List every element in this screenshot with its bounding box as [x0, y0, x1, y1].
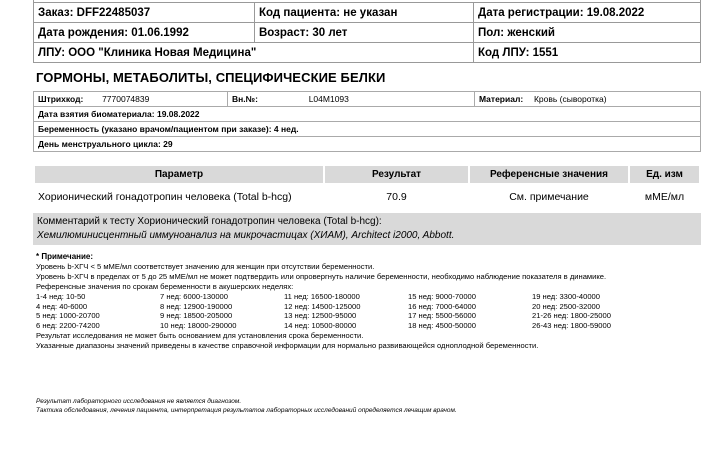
ref-range: 21-26 нед: 1800-25000: [532, 311, 611, 321]
ref-range: 17 нед: 5500-56000: [408, 311, 476, 321]
pregnancy-term: Беременность (указано врачом/пациентом при заказе): 4 нед.: [34, 122, 701, 137]
test-comment: [33, 213, 701, 245]
vn-value: L04M1093: [308, 94, 349, 104]
sample-info-table: [33, 91, 701, 152]
ref-range: 10 нед: 18000-290000: [160, 321, 237, 331]
ref-range: 9 нед: 18500-205000: [160, 311, 233, 321]
disclaimer-line: Тактика обследования, лечения пациента, интерпретация результатов лабораторных исследований определяется лечащим врачом.: [36, 407, 457, 414]
order-number: Заказ: DFF22485037: [34, 3, 255, 23]
clinic-name: ЛПУ: ООО "Клиника Новая Медицина": [34, 43, 474, 63]
result-value: 70.9: [386, 191, 407, 203]
ref-range: 20 нед: 2500-32000: [532, 301, 600, 311]
comment-title: Комментарий к тесту Хорионический гонадотропин человека (Total b-hcg):: [37, 216, 382, 227]
ref-range: 11 нед: 16500-180000: [284, 291, 360, 301]
result-parameter: Хорионический гонадотропин человека (Total b-hcg): [38, 191, 292, 203]
reference-ranges-grid: [36, 292, 706, 332]
section-title: ГОРМОНЫ, МЕТАБОЛИТЫ, СПЕЦИФИЧЕСКИЕ БЕЛКИ: [36, 70, 386, 85]
comment-text: Хемилюминисцентный иммуноанализ на микрочастицах (ХИАМ), Architect i2000, Abbott.: [37, 230, 455, 241]
barcode-value: 7770074839: [102, 94, 150, 104]
ref-range: 1-4 нед: 10-50: [36, 291, 86, 301]
barcode-label: Штрихкод:: [38, 94, 84, 104]
ref-range: 19 нед: 3300-40000: [532, 291, 600, 301]
ref-range: 7 нед: 6000-130000: [160, 291, 228, 301]
patient-age: Возраст: 30 лет: [255, 23, 474, 43]
table-row: [35, 183, 699, 211]
note-line: Уровень b-ХГЧ в пределах от 5 до 25 мМЕ/мл не может подтвердить или опровергнуть наличие беременности, необходимо наблюдение показателя в динамике.: [36, 271, 607, 281]
note-line: Референсные значения по срокам беременности в акушерских неделях:: [36, 281, 294, 291]
note-block: [36, 252, 706, 351]
clinic-code: Код ЛПУ: 1551: [474, 43, 701, 63]
vn-label: Вн.№:: [232, 94, 258, 104]
ref-range: 12 нед: 14500-125000: [284, 301, 361, 311]
patient-code: Код пациента: не указан: [255, 3, 474, 23]
sample-date: Дата взятия биоматериала: 19.08.2022: [34, 107, 701, 122]
material-value: Кровь (сыворотка): [533, 94, 607, 104]
note-title: * Примечание:: [36, 252, 94, 261]
ref-range: 26-43 нед: 1800-59000: [532, 321, 611, 331]
patient-info-table: [33, 0, 701, 63]
registration-date: Дата регистрации: 19.08.2022: [474, 3, 701, 23]
result-unit: мМЕ/мл: [644, 191, 685, 203]
ref-range: 18 нед: 4500-50000: [408, 321, 476, 331]
ref-range: 6 нед: 2200-74200: [36, 321, 100, 331]
ref-range: 4 нед: 40-6000: [36, 301, 88, 311]
col-header-result: Результат: [325, 166, 468, 183]
disclaimer: [36, 397, 706, 415]
ref-range: 8 нед: 12900-190000: [160, 301, 233, 311]
col-header-parameter: Параметр: [35, 166, 323, 183]
ref-range: 14 нед: 10500-80000: [284, 321, 357, 331]
ref-range: 16 нед: 7000-64000: [408, 301, 476, 311]
results-table: [33, 166, 701, 211]
disclaimer-line: Результат лабораторного исследования не является диагнозом.: [36, 398, 242, 405]
ref-range: 13 нед: 12500-95000: [284, 311, 357, 321]
material-label: Материал:: [479, 94, 524, 104]
col-header-unit: Ед. изм: [630, 166, 699, 183]
note-line: Указанные диапазоны значений приведены в качестве справочной информации для нормально развивающейся одноплодной беременности.: [36, 341, 539, 351]
result-reference: См. примечание: [509, 191, 589, 203]
ref-range: 5 нед: 1000-20700: [36, 311, 100, 321]
birth-date: Дата рождения: 01.06.1992: [34, 23, 255, 43]
col-header-reference: Референсные значения: [470, 166, 628, 183]
ref-range: 15 нед: 9000-70000: [408, 291, 476, 301]
cycle-day: День менструального цикла: 29: [34, 137, 701, 152]
note-line: Уровень b-ХГЧ < 5 мМЕ/мл соответствует значению для женщин при отсутствии беременности.: [36, 261, 375, 271]
patient-sex: Пол: женский: [474, 23, 701, 43]
note-line: Результат исследования не может быть основанием для установления срока беременности.: [36, 331, 364, 341]
